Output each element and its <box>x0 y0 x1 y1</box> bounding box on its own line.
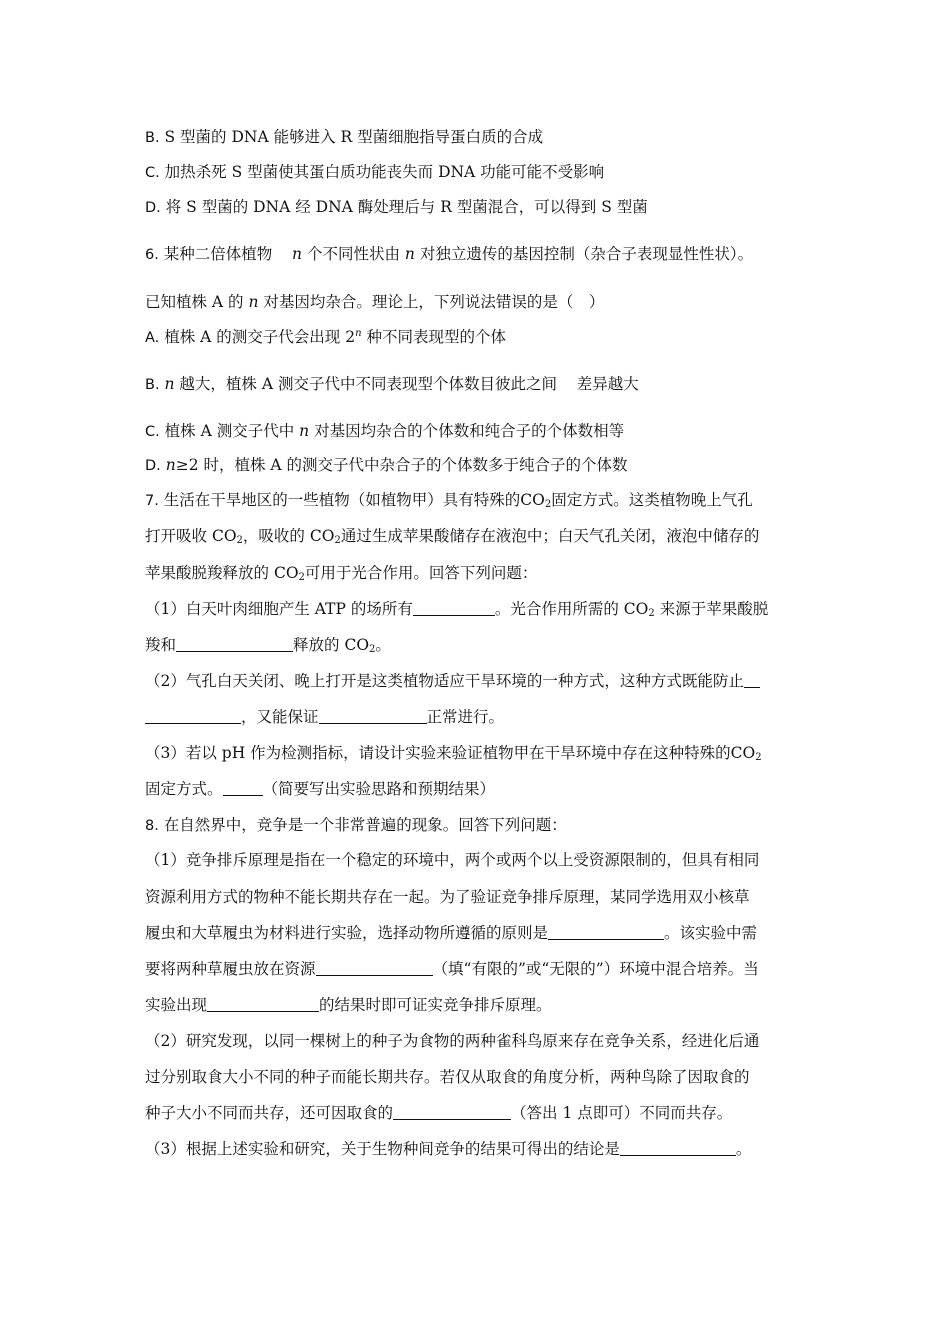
q8-number: 8. <box>145 818 159 834</box>
q7-l1b: 固定方式。这类植物晚上气孔 <box>551 491 753 509</box>
q7-p1a: （1）白天叶肉细胞产生 ATP 的场所有 <box>145 600 413 618</box>
q6-stem-1c: 对独立遗传的基因控制（杂合子表现显性性状）。 <box>419 245 754 263</box>
q7-p2b: ，又能保证 <box>241 708 319 726</box>
q5-option-b-text: S 型菌的 DNA 能够进入 R 型菌细胞指导蛋白质的合成 <box>164 128 544 146</box>
q7-p3a: （3）若以 pH 作为检测指标，请设计实验来验证植物甲在干旱环境中存在这种特殊的 <box>145 744 731 762</box>
q7-answer-blank-2[interactable] <box>176 636 293 652</box>
co2-formula: $CO_2$ <box>623 600 655 619</box>
q6-number: 6. <box>145 247 159 263</box>
q7-answer-blank-3a[interactable] <box>744 672 760 688</box>
q8-answer-blank-2[interactable] <box>316 960 433 976</box>
q6-option-c-label: C. <box>145 424 160 440</box>
q7-l3b: 可用于光合作用。回答下列问题： <box>304 564 538 582</box>
q7-l2a: 打开吸收 <box>145 527 208 545</box>
co2-formula: $CO_2$ <box>211 527 243 546</box>
q8-answer-blank-3[interactable] <box>207 996 319 1012</box>
q8-part-2-line-3 <box>145 1103 815 1123</box>
q8-p3b: 。 <box>735 1140 752 1158</box>
q6-option-d <box>145 455 815 476</box>
q5-option-d-text: 将 S 型菌的 DNA 经 DNA 酶处理后与 R 型菌混合，可以得到 S 型菌 <box>165 198 648 216</box>
q8-p1g: 实验出现 <box>145 996 208 1014</box>
q7-p1f: 。 <box>375 636 391 654</box>
q6-stem-1a: 某种二倍体植物 <box>163 245 273 263</box>
q7-number: 7. <box>145 493 159 509</box>
q6-option-b-text-1: 越大，植株 A 测交子代中不同表现型个体数目彼此之间 <box>179 375 557 393</box>
q7-p2a: （2）气孔白天关闭、晚上打开是这类植物适应干旱环境的一种方式，这种方式既能防止 <box>145 672 744 690</box>
q6-stem-line-1 <box>145 244 815 265</box>
q8-p1e: 要将两种草履虫放在资源 <box>145 960 316 978</box>
q5-option-c <box>145 162 815 183</box>
q5-option-c-label: C. <box>145 165 160 181</box>
q5-option-b <box>145 127 815 148</box>
q6-option-b <box>145 374 815 395</box>
q7-part-1-line-1 <box>145 599 815 619</box>
q7-part-3-line-2 <box>145 779 815 799</box>
co2-formula: $CO_2$ <box>273 564 305 583</box>
co2-formula: $CO_2$ <box>309 527 341 546</box>
q8-part-3-line-1 <box>145 1139 815 1159</box>
q7-p1e: 释放的 <box>293 636 340 654</box>
q7-l3a: 苹果酸脱羧释放的 <box>145 564 270 582</box>
co2-formula: $CO_2$ <box>344 636 376 655</box>
q6-option-a-text-2: 种不同表现型的个体 <box>366 328 506 346</box>
q6-option-a-sup: n <box>355 328 362 339</box>
q8-p1b: 资源利用方式的物种不能长期共存在一起。为了验证竞争排斥原理，某同学选用双小核草 <box>145 888 750 906</box>
q7-answer-blank-4[interactable] <box>319 708 427 724</box>
q6-option-c <box>145 421 815 442</box>
q8-answer-blank-5[interactable] <box>620 1140 736 1156</box>
q6-stem-line-2 <box>145 292 815 312</box>
q6-var-n: n <box>404 245 415 263</box>
q8-part-1-line-4 <box>145 959 815 979</box>
co2-formula: $CO_2$ <box>520 491 552 510</box>
q5-option-d-label: D. <box>145 200 161 216</box>
q7-stem-line-2 <box>145 526 815 546</box>
q6-stem-2b: 对基因均杂合。理论上，下列说法错误的是（ ） <box>263 293 605 311</box>
q7-p3b: 固定方式。 <box>145 780 223 798</box>
q6-option-d-text: ≥2 时，植株 A 的测交子代中杂合子的个体数多于纯合子的个体数 <box>175 456 628 474</box>
q8-answer-blank-4[interactable] <box>393 1104 511 1120</box>
q8-p2c: 种子大小不同而共存，还可因取食的 <box>145 1104 394 1122</box>
q7-p1d: 羧和 <box>145 636 177 654</box>
q8-stem <box>145 815 815 836</box>
q8-answer-blank-1[interactable] <box>548 924 664 940</box>
q6-var-n: n <box>292 245 302 263</box>
co2-formula: $CO_2$ <box>730 744 762 763</box>
q6-var-n: n <box>248 293 259 311</box>
q8-part-1-line-1 <box>145 850 815 870</box>
q6-var-n: n <box>299 422 310 440</box>
q8-p3a: （3）根据上述实验和研究，关于生物种间竞争的结果可得出的结论是 <box>145 1140 620 1158</box>
q7-p3c: （简要写出实验思路和预期结果） <box>262 780 496 798</box>
q6-option-c-text-2: 对基因均杂合的个体数和纯合子的个体数相等 <box>314 422 625 440</box>
q7-part-2-line-2 <box>145 707 815 727</box>
q8-stem-text: 在自然界中，竞争是一个非常普遍的现象。回答下列问题： <box>163 816 567 834</box>
q8-p1c: 履虫和大草履虫为材料进行实验，选择动物所遵循的原则是 <box>145 924 549 942</box>
q6-var-n: n <box>165 456 176 474</box>
q6-option-a-label: A. <box>145 330 160 346</box>
q6-option-b-label: B. <box>145 377 160 393</box>
q6-option-c-text-1: 植株 A 测交子代中 <box>164 422 295 440</box>
q7-p1c: 来源于苹果酸脱 <box>659 600 769 618</box>
q6-stem-2a: 已知植株 A 的 <box>145 293 244 311</box>
q8-part-1-line-5 <box>145 995 815 1015</box>
q5-option-b-label: B. <box>145 130 160 146</box>
q7-l2c: 通过生成苹果酸储存在液泡中；白天气孔关闭，液泡中储存的 <box>340 527 760 545</box>
q8-part-1-line-3 <box>145 923 815 943</box>
q6-option-a-text-1: 植株 A 的测交子代会出现 2 <box>164 328 356 346</box>
q6-option-b-text-2: 差异越大 <box>576 375 639 393</box>
q8-part-2-line-1 <box>145 1031 815 1051</box>
q8-p1h: 的结果时即可证实竞争排斥原理。 <box>319 996 552 1014</box>
q8-p1f: （填“有限的”或“无限的”）环境中混合培养。当 <box>432 960 759 978</box>
q5-option-d <box>145 197 815 218</box>
q6-option-a <box>145 327 815 348</box>
q7-l2b: ，吸收的 <box>242 527 305 545</box>
q7-answer-blank-3b[interactable] <box>145 708 241 724</box>
q7-l1a: 生活在干旱地区的一些植物（如植物甲）具有特殊的 <box>163 491 521 509</box>
q7-answer-blank-5[interactable] <box>223 780 263 796</box>
q7-stem-line-3 <box>145 563 815 583</box>
q8-p2d: （答出 1 点即可）不同而共存。 <box>511 1104 733 1122</box>
q6-stem-1b: 个不同性状由 <box>306 245 400 263</box>
q8-part-2-line-2 <box>145 1067 815 1087</box>
q7-answer-blank-1[interactable] <box>413 600 495 616</box>
q6-option-d-label: D. <box>145 458 161 474</box>
q8-p2a: （2）研究发现，以同一棵树上的种子为食物的两种雀科鸟原来存在竞争关系，经进化后通 <box>145 1032 760 1050</box>
q7-p1b: 。光合作用所需的 <box>494 600 619 618</box>
q8-p2b: 过分别取食大小不同的种子而能长期共存。若仅从取食的角度分析，两种鸟除了因取食的 <box>145 1068 750 1086</box>
q7-part-1-line-2 <box>145 635 815 655</box>
q7-stem-line-1 <box>145 490 815 511</box>
q8-p1d: 。该实验中需 <box>664 924 758 942</box>
q8-p1a: （1）竞争排斥原理是指在一个稳定的环境中，两个或两个以上受资源限制的，但具有相同 <box>145 851 760 869</box>
q7-p2c: 正常进行。 <box>426 708 505 726</box>
q7-part-3-line-1 <box>145 743 815 763</box>
q5-option-c-text: 加热杀死 S 型菌使其蛋白质功能丧失而 DNA 功能可能不受影响 <box>164 163 605 181</box>
q6-var-n: n <box>164 375 175 393</box>
q7-part-2-line-1 <box>145 671 815 691</box>
q8-part-1-line-2 <box>145 887 815 907</box>
